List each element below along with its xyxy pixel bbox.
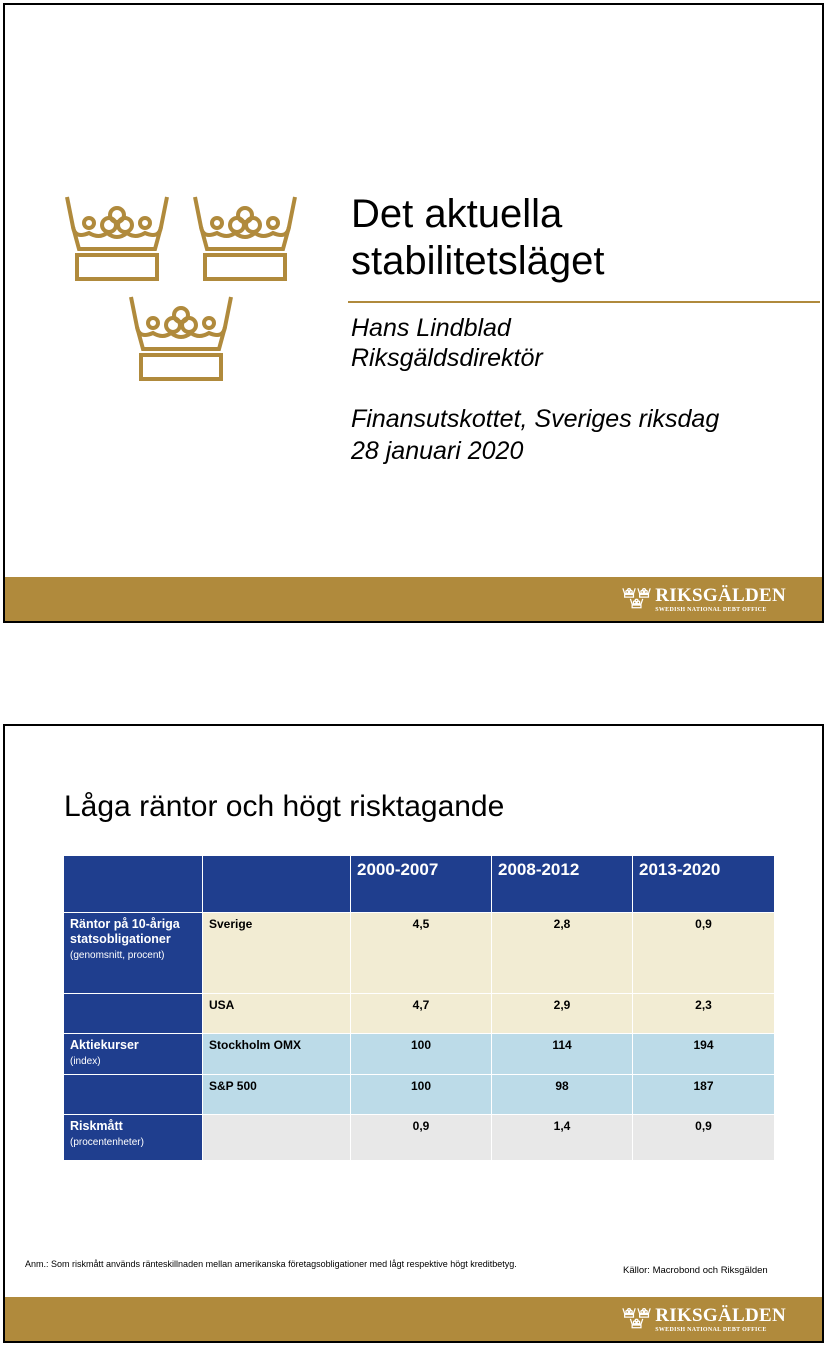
footer-band	[5, 1297, 822, 1341]
value-cell: 2,3	[633, 994, 775, 1034]
row-sublabel: (index)	[70, 1056, 101, 1067]
value-cell: 4,7	[351, 994, 492, 1034]
brand-name: RIKSGÄLDEN	[655, 585, 786, 606]
speaker-block	[351, 313, 543, 373]
slide-title	[351, 191, 604, 285]
value-cell: 100	[351, 1075, 492, 1115]
footnote: Anm.: Som riskmått används ränteskillnaden mellan amerikanska företagsobligationer med lågt respektive högt kreditbetyg.	[25, 1259, 517, 1269]
footer-band	[5, 577, 822, 621]
row-label-text: Aktiekurser	[70, 1038, 139, 1052]
series-cell: Sverige	[203, 913, 351, 994]
riksgalden-logo	[622, 586, 786, 613]
header-cell	[203, 856, 351, 913]
divider	[348, 301, 820, 303]
title-line-2: stabilitetsläget	[351, 239, 605, 283]
row-label-text: Räntor på 10-åriga statsobligationer	[70, 917, 180, 946]
speaker-name: Hans Lindblad	[351, 314, 511, 342]
brand-name: RIKSGÄLDEN	[655, 1305, 786, 1326]
value-cell: 98	[492, 1075, 633, 1115]
header-cell: 2008-2012	[492, 856, 633, 913]
table-row	[64, 994, 775, 1034]
series-cell	[203, 1115, 351, 1161]
table-header-row	[64, 856, 775, 913]
series-cell: Stockholm OMX	[203, 1034, 351, 1075]
value-cell: 2,8	[492, 913, 633, 994]
value-cell: 114	[492, 1034, 633, 1075]
header-cell: 2000-2007	[351, 856, 492, 913]
row-label	[64, 1075, 203, 1115]
row-label	[64, 1034, 203, 1075]
speaker-role: Riksgäldsdirektör	[351, 344, 543, 372]
riksgalden-logo	[622, 1306, 786, 1333]
row-label	[64, 913, 203, 994]
value-cell: 194	[633, 1034, 775, 1075]
crowns-small-icon	[622, 586, 652, 610]
three-crowns-icon	[63, 189, 323, 389]
table-row	[64, 1075, 775, 1115]
value-cell: 0,9	[351, 1115, 492, 1161]
event-date: 28 januari 2020	[351, 437, 524, 465]
event-block	[351, 403, 719, 467]
source-note: Källor: Macrobond och Riksgälden	[623, 1265, 768, 1276]
series-cell: USA	[203, 994, 351, 1034]
value-cell: 1,4	[492, 1115, 633, 1161]
row-sublabel: (genomsnitt, procent)	[70, 950, 165, 961]
value-cell: 0,9	[633, 1115, 775, 1161]
table-row	[64, 1115, 775, 1161]
row-label	[64, 994, 203, 1034]
table-row	[64, 913, 775, 994]
row-label	[64, 1115, 203, 1161]
title-line-1: Det aktuella	[351, 192, 563, 236]
row-label-text: Riskmått	[70, 1119, 123, 1133]
header-cell: 2013-2020	[633, 856, 775, 913]
rates-table	[63, 855, 775, 1161]
value-cell: 0,9	[633, 913, 775, 994]
title-slide	[3, 3, 824, 623]
value-cell: 187	[633, 1075, 775, 1115]
header-cell	[64, 856, 203, 913]
slide-title: Låga räntor och högt risktagande	[64, 790, 505, 823]
row-sublabel: (procentenheter)	[70, 1137, 144, 1148]
event-name: Finansutskottet, Sveriges riksdag	[351, 405, 720, 433]
table-row	[64, 1034, 775, 1075]
table-slide	[3, 724, 824, 1343]
value-cell: 4,5	[351, 913, 492, 994]
value-cell: 2,9	[492, 994, 633, 1034]
crowns-small-icon	[622, 1306, 652, 1330]
brand-tagline: SWEDISH NATIONAL DEBT OFFICE	[655, 1327, 767, 1333]
value-cell: 100	[351, 1034, 492, 1075]
brand-tagline: SWEDISH NATIONAL DEBT OFFICE	[655, 607, 767, 613]
series-cell: S&P 500	[203, 1075, 351, 1115]
